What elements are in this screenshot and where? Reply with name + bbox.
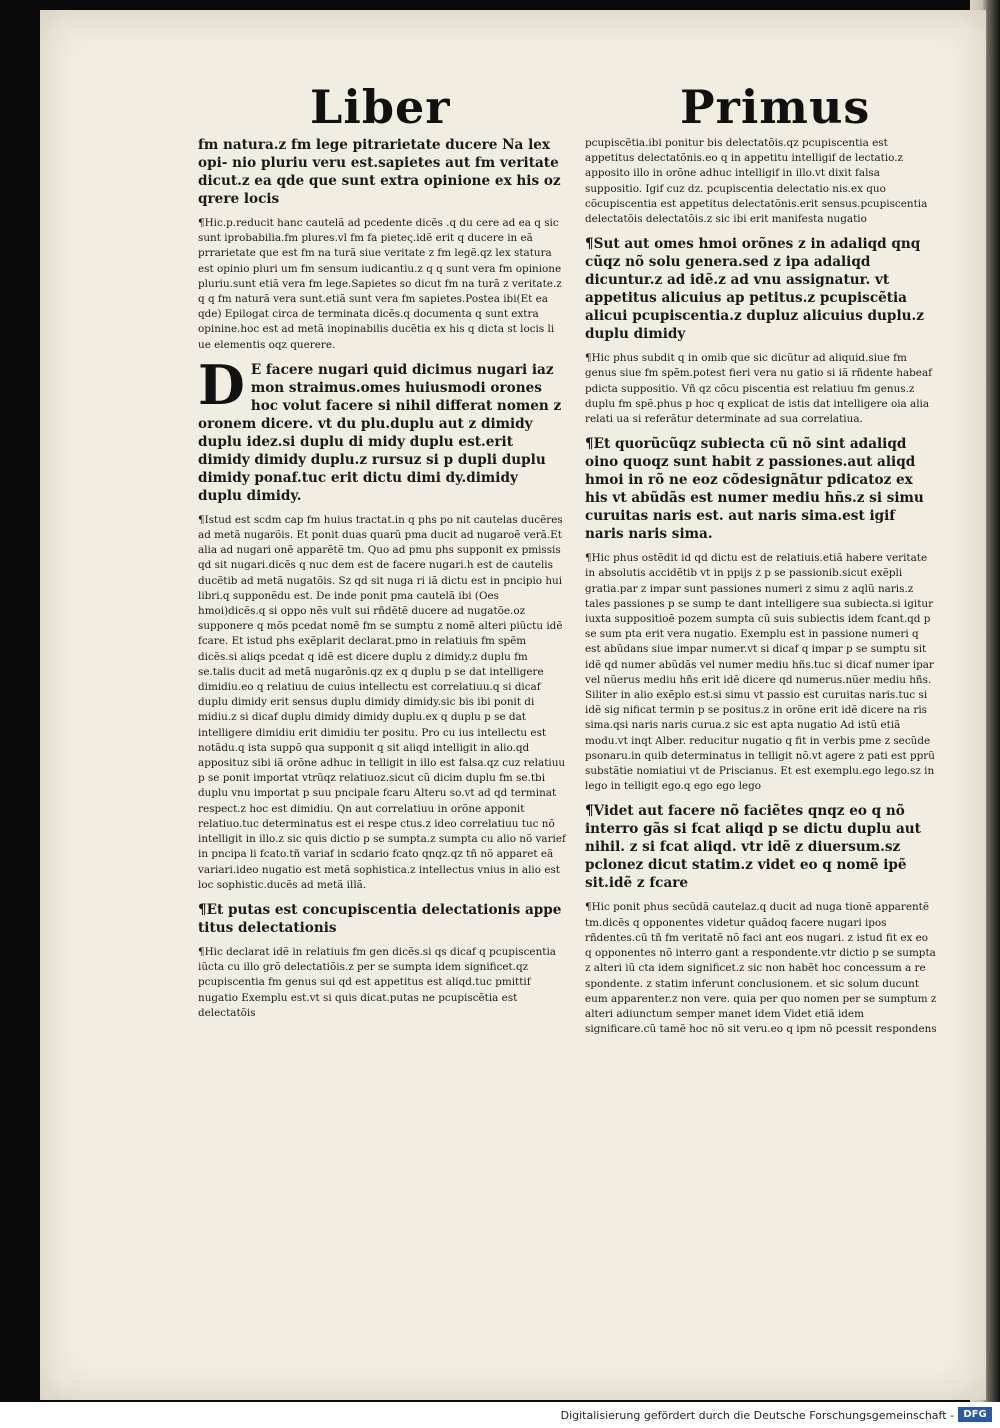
paragraph-text: ¶Et quorũcũqz subiecta cũ nõ sint adaliqd oino quoqz sunt habit z passiones.aut aliqd hmoi in rõ ne eoz cõdesignãtur pdicatoz ex his vt abũdãs est numer mediu hñs.z si simu curuitas naris est. aut naris sima.est igif naris naris sima. <box>585 436 924 543</box>
paragraph-text: ¶Videt aut facere nõ faciẽtes qnqz eo q nõ interro gãs si fcat aliqd p se dictu duplu aut nihil. z si fcat aliqd. vtr idẽ z diuersum.sz pclonez dicut statim.z videt eo q nomẽ ipẽ sit.idẽ z fcare <box>585 803 921 892</box>
running-head-left: Liber <box>310 80 451 134</box>
paragraph-text: ¶Hic declarat idẽ in relatiuis fm gen dicẽs.si qs dicaf q pcupiscentia iũcta cu illo grõ delectatiõis.z per se sumpta idem significet.qz pcupiscentia fm genus sui qd est appetitus est aliqd.tuc pmittif nugatio Exemplu est.vt si quis dicat.putas ne pcupiscẽtia est delectatõis <box>198 945 556 1019</box>
running-head-right: Primus <box>680 80 871 134</box>
right-text-column <box>585 136 937 1045</box>
commentary-paragraph <box>585 136 937 227</box>
paragraph-text: ¶Hic phus ostẽdit id qd dictu est de relatiuis.etiã habere veritate in absolutis accidẽtib vt in ppijs z p se passionib.sicut exẽpli gratia.par z impar sunt passiones numeri z simu z aqlũ naris.z tales passiones p se sump te dant intelligere sua subiecta.si igitur iuxta suppositioẽ pozem sumpta cũ suis subiectis idem fcant.qd p se sum pta erit vera nugatio. Exemplu est in passione numeri q est abũdans siue impar numer.vt si dicaf q impar p se sumptu sit idẽ qd numer abũdãs vel numer mediu hñs.tuc si dicaf numer ipar vel nũerus mediu hñs erit idẽ dicere qd numerus.nũer mediu hñs. Siliter in alio exẽplo est.si simu vt passio est curuitas naris.tuc si idẽ sig nificat termin p se positus.z in orõne erit idẽ dicere na ris sima.qsi naris naris curua.z sic est apta nugatio Ad istũ etiã modu.vt inqt Alber. reducitur nugatio q fit in verbis pme z secũde psonaru.in quib determinatus in telligit nõ.vt agere z pati est pprũ substãtie nomiatiui vt de Priscianus. Et est exemplu.ego lego.sz in lego in telligit ego.q ego ego lego <box>585 552 935 793</box>
paragraph-text: ¶Hic ponit phus secũdã cautelaz.q ducit ad nuga tionẽ apparentẽ tm.dicẽs q opponentes videtur quãdoq facere nugari ipos rñdentes.cũ tñ fm veritatẽ nõ faci ant eos nugari. z istud fit ex eo q opponentes nõ interro gant a respondente.vtr dictio p se sumpta z alteri iũ cta idem significet.z sic non habẽt hoc concessum a re spondente. z statim inferunt conclusionem. et sic solum ducunt eum apparenter.z non vere. quia per quo nomen per se sumptum z alteri adiunctum semper manet idem Videt etiã idem significare.cũ tamẽ hoc nõ sit veru.eo q ipm nõ pcessit respondens <box>585 901 937 1036</box>
paragraph-text: ¶Istud est scdm cap fm huius tractat.in q phs po nit cautelas ducẽres ad metã nugarõis. Et ponit duas quarũ pma ducit ad nugaroẽ verã.Et alia ad nugari onẽ apparẽtẽ tm. Quo ad pmu phs supponit ex pmissis qd sit nugari.dicẽs q nuc dem est de facere nugari.h est de cautelis ducẽtib ad metã nugatõis. Sz qd sit nuga ri iã dictu est in pncipio hui libri.q supponẽdu est. De inde ponit pma cautelã ibi (Oes hmoi)dicẽs.q si oppo nẽs vult sui rñdẽtẽ ducere ad nugatõe.oz supponere q mõs pcedat nomẽ fm se sumptu z nomẽ alteri piũctu idẽ fcare. Et istud phs exẽplarit declarat.pmo in relatiuis fm spẽm dicẽs.si aliqs pcedat q idẽ est dicere duplu z dimidy.z duplu fm se.talis ducit ad metã nugarõnis.qz ex q duplu p se dat intelligere dimidiu.eo q relatiuu de cuius intellectu est correlatiuu.q si dicaf duplu dimidy erit sensus duplu dimidy dimidy.sic bis ibi ponit di midiu.z si dicaf duplu dimidy dimidy duplu.ex q duplu p se dat intelligere dimidiu erit dimidiu ter positu. Pro cu ius intellectu est notãdu.q ista suppõ qua supponit q sit aliqd intelligit in alio.qd apposituz sibi iã orõne adhuc in telligit in illo est falsa.qz cuz relatiuu p se ponit importat vtrũqz relatiuoz.sicut cũ dicim duplu fm se.tbi duplu vnu importat p suu pncipale fcaru Alteru so.vt ad qd terminat respect.z hoc est dimidiu. Qn aut correlatiuu in orõne apponit relatiuo.tuc determinatus est ei respe ctus.z ideo correlatiuu tuc nõ intelligit in illo.z sic quis dictio p se sumpta.z sumpta cu alio nõ varief in pncipa li fcato.tñ variaf in scdario fcato qnqz.qz tñ nõ apparet eã variari.ideo nugatio est metã sophistica.z intellectus vnius in alio est loc sophistic.ducẽs ad metã illã. <box>198 513 566 891</box>
paragraph-text: ¶Hic phus subdit q in omib que sic dicũtur ad aliquid.siue fm genus siue fm spẽm.potest fieri vera nu gatio si iã rñdente habeaf pdicta suppositio. Vñ qz cõcu piscentia est relatiuu fm genus.z duplu fm spẽ.phus p hoc q explicat de istis dat intelligere oia alia relati ua si referãtur determinate ad sua correlatiua. <box>585 352 932 426</box>
paragraph-text: E facere nugari quid dicimus nugari iaz mon straimus.omes huiusmodi orones hoc volut facere si nihil differat nomen z oronem dicere. vt du plu.duplu aut z dimidy duplu idez.si duplu di midy duplu est.erit dimidy dimidy duplu.z rursuz si p dupli duplu dimidy ponaf.tuc erit dictu dimi dy.dimidy duplu dimidy. <box>198 361 562 504</box>
commentary-paragraph <box>585 900 937 1037</box>
commentary-paragraph <box>198 513 566 893</box>
text-lemma <box>585 435 937 543</box>
commentary-paragraph <box>198 945 566 1021</box>
left-text-column <box>198 136 566 1029</box>
text-lemma <box>198 136 566 208</box>
dfg-logo: DFG <box>958 1407 992 1422</box>
text-lemma <box>585 802 937 892</box>
drop-capital: D <box>198 352 245 417</box>
commentary-paragraph <box>585 551 937 794</box>
text-lemma <box>585 235 937 343</box>
paragraph-text: ¶Sut aut omes hmoi orõnes z in adaliqd qnq cũqz nõ solu genera.sed z ipa adaliqd dicuntur.z ad idẽ.z ad vnu assignatur. vt appetitus alicuius ap petitus.z pcupiscẽtia alicui pcupiscentia.z dupluz alicuius duplu.z duplu dimidy <box>585 236 924 343</box>
commentary-paragraph <box>585 351 937 427</box>
paragraph-text: ¶Hic.p.reducit hanc cautelã ad pcedente dicẽs .q du cere ad ea q sic sunt iprobabilia.fm plures.vl fm fa pieteς.idẽ erit q ducere in eã prrarietate que est fm na turã siue veritate z fm legẽ.qz lex statura est opinio pluri um fm sensum iudicantiu.z q q sunt vera fm opinione pluriu.sunt etiã vera fm lege.Sapietes so dicut fm na turã z veritate.z q q fm naturã vera sunt.etiã sunt vera fm sapietes.Postea ibi(Et ea qde) Epilogat circa de terminata dicẽs.q documenta q sunt extra opinine.hoc est ad metã inopinabilis ducẽtia ex his q dicta st locis li ue elementis oqz querere. <box>198 217 562 351</box>
footer-credit: Digitalisierung gefördert durch die Deutsche Forschungsgemeinschaft - <box>560 1409 954 1422</box>
paragraph-text: ¶Et putas est concupiscentia delectationis appe titus delectationis <box>198 901 562 936</box>
commentary-paragraph <box>198 216 566 353</box>
paragraph-text: pcupiscẽtia.ibi ponitur bis delectatõis.qz pcupiscentia est appetitus delectatõnis.eo q in appetitu intelligif de lectatio.z apposito illo in orõne adhuc intelligif in illo.vt dixit falsa suppositio. Igif cuz dz. pcupiscentia delectatio nis.ex quo cõcupiscentia est appetitus delectatõnis.erit sensus.pcupiscentia delectatõis delectatõis.z sic ibi erit manifesta nugatio <box>585 137 928 226</box>
paragraph-text: fm natura.z fm lege pitrarietate ducere Na lex opi- nio pluriu veru est.sapietes aut fm veritate dicut.z ea qde que sunt extra opinione ex his oz qrere locis <box>198 137 561 207</box>
text-lemma <box>198 901 566 937</box>
text-lemma <box>198 352 566 505</box>
